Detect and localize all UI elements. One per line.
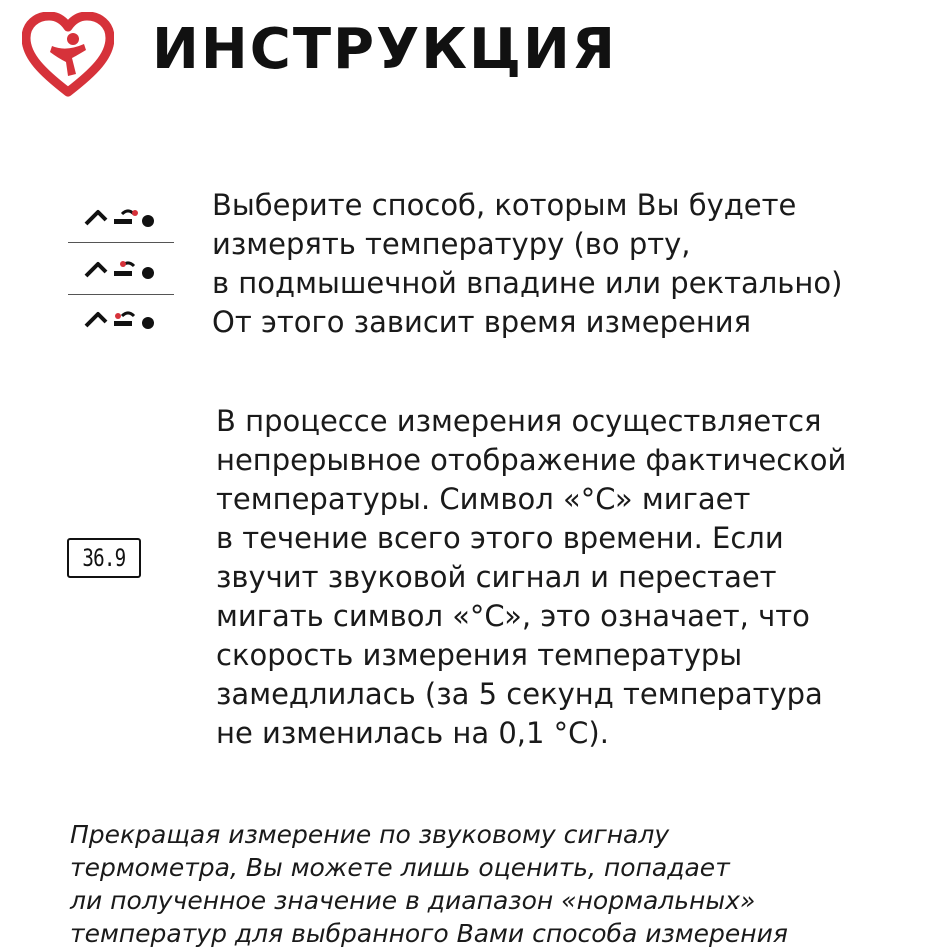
measurement-method-text: [212, 186, 922, 342]
measurement-process-text: [216, 402, 922, 753]
note-line: ли полученное значение в диапазон «нормальных»: [70, 886, 756, 915]
text-line: в течение всего этого времени. Если: [216, 521, 784, 555]
note-line: температур для выбранного Вами способа измерения: [70, 919, 788, 948]
heart-person-icon: [22, 12, 114, 98]
brand-logo: [22, 12, 114, 98]
text-line: измерять температуру (во рту,: [212, 227, 691, 261]
text-line: в подмышечной впадине или ректально): [212, 266, 843, 300]
mode-divider: [68, 294, 174, 295]
page-title: ИНСТРУКЦИЯ: [152, 17, 617, 82]
text-line: непрерывное отображение фактической: [216, 443, 847, 477]
text-line: температуры. Символ «°C» мигает: [216, 482, 751, 516]
thermometer-display: [67, 538, 141, 578]
text-line: В процессе измерения осуществляется: [216, 404, 822, 438]
display-value: 36.9: [82, 544, 126, 572]
text-line: звучит звуковой сигнал и перестает: [216, 560, 777, 594]
text-line: скорость измерения температуры: [216, 638, 743, 672]
note-line: термометра, Вы можете лишь оценить, попадает: [70, 853, 730, 882]
text-line: От этого зависит время измерения: [212, 305, 752, 339]
measurement-modes: [68, 196, 176, 346]
text-line: Выберите способ, которым Вы будете: [212, 188, 797, 222]
text-line: мигать символ «°C», это означает, что: [216, 599, 810, 633]
italic-note: [70, 818, 920, 950]
text-line: не изменилась на 0,1 °C).: [216, 716, 609, 750]
measure-mode-icon: [82, 202, 162, 230]
measure-mode-icon: [82, 254, 162, 282]
measure-mode-icon: [82, 304, 162, 332]
text-line: замедлилась (за 5 секунд температура: [216, 677, 823, 711]
note-line: Прекращая измерение по звуковому сигналу: [70, 820, 670, 849]
mode-divider: [68, 242, 174, 243]
